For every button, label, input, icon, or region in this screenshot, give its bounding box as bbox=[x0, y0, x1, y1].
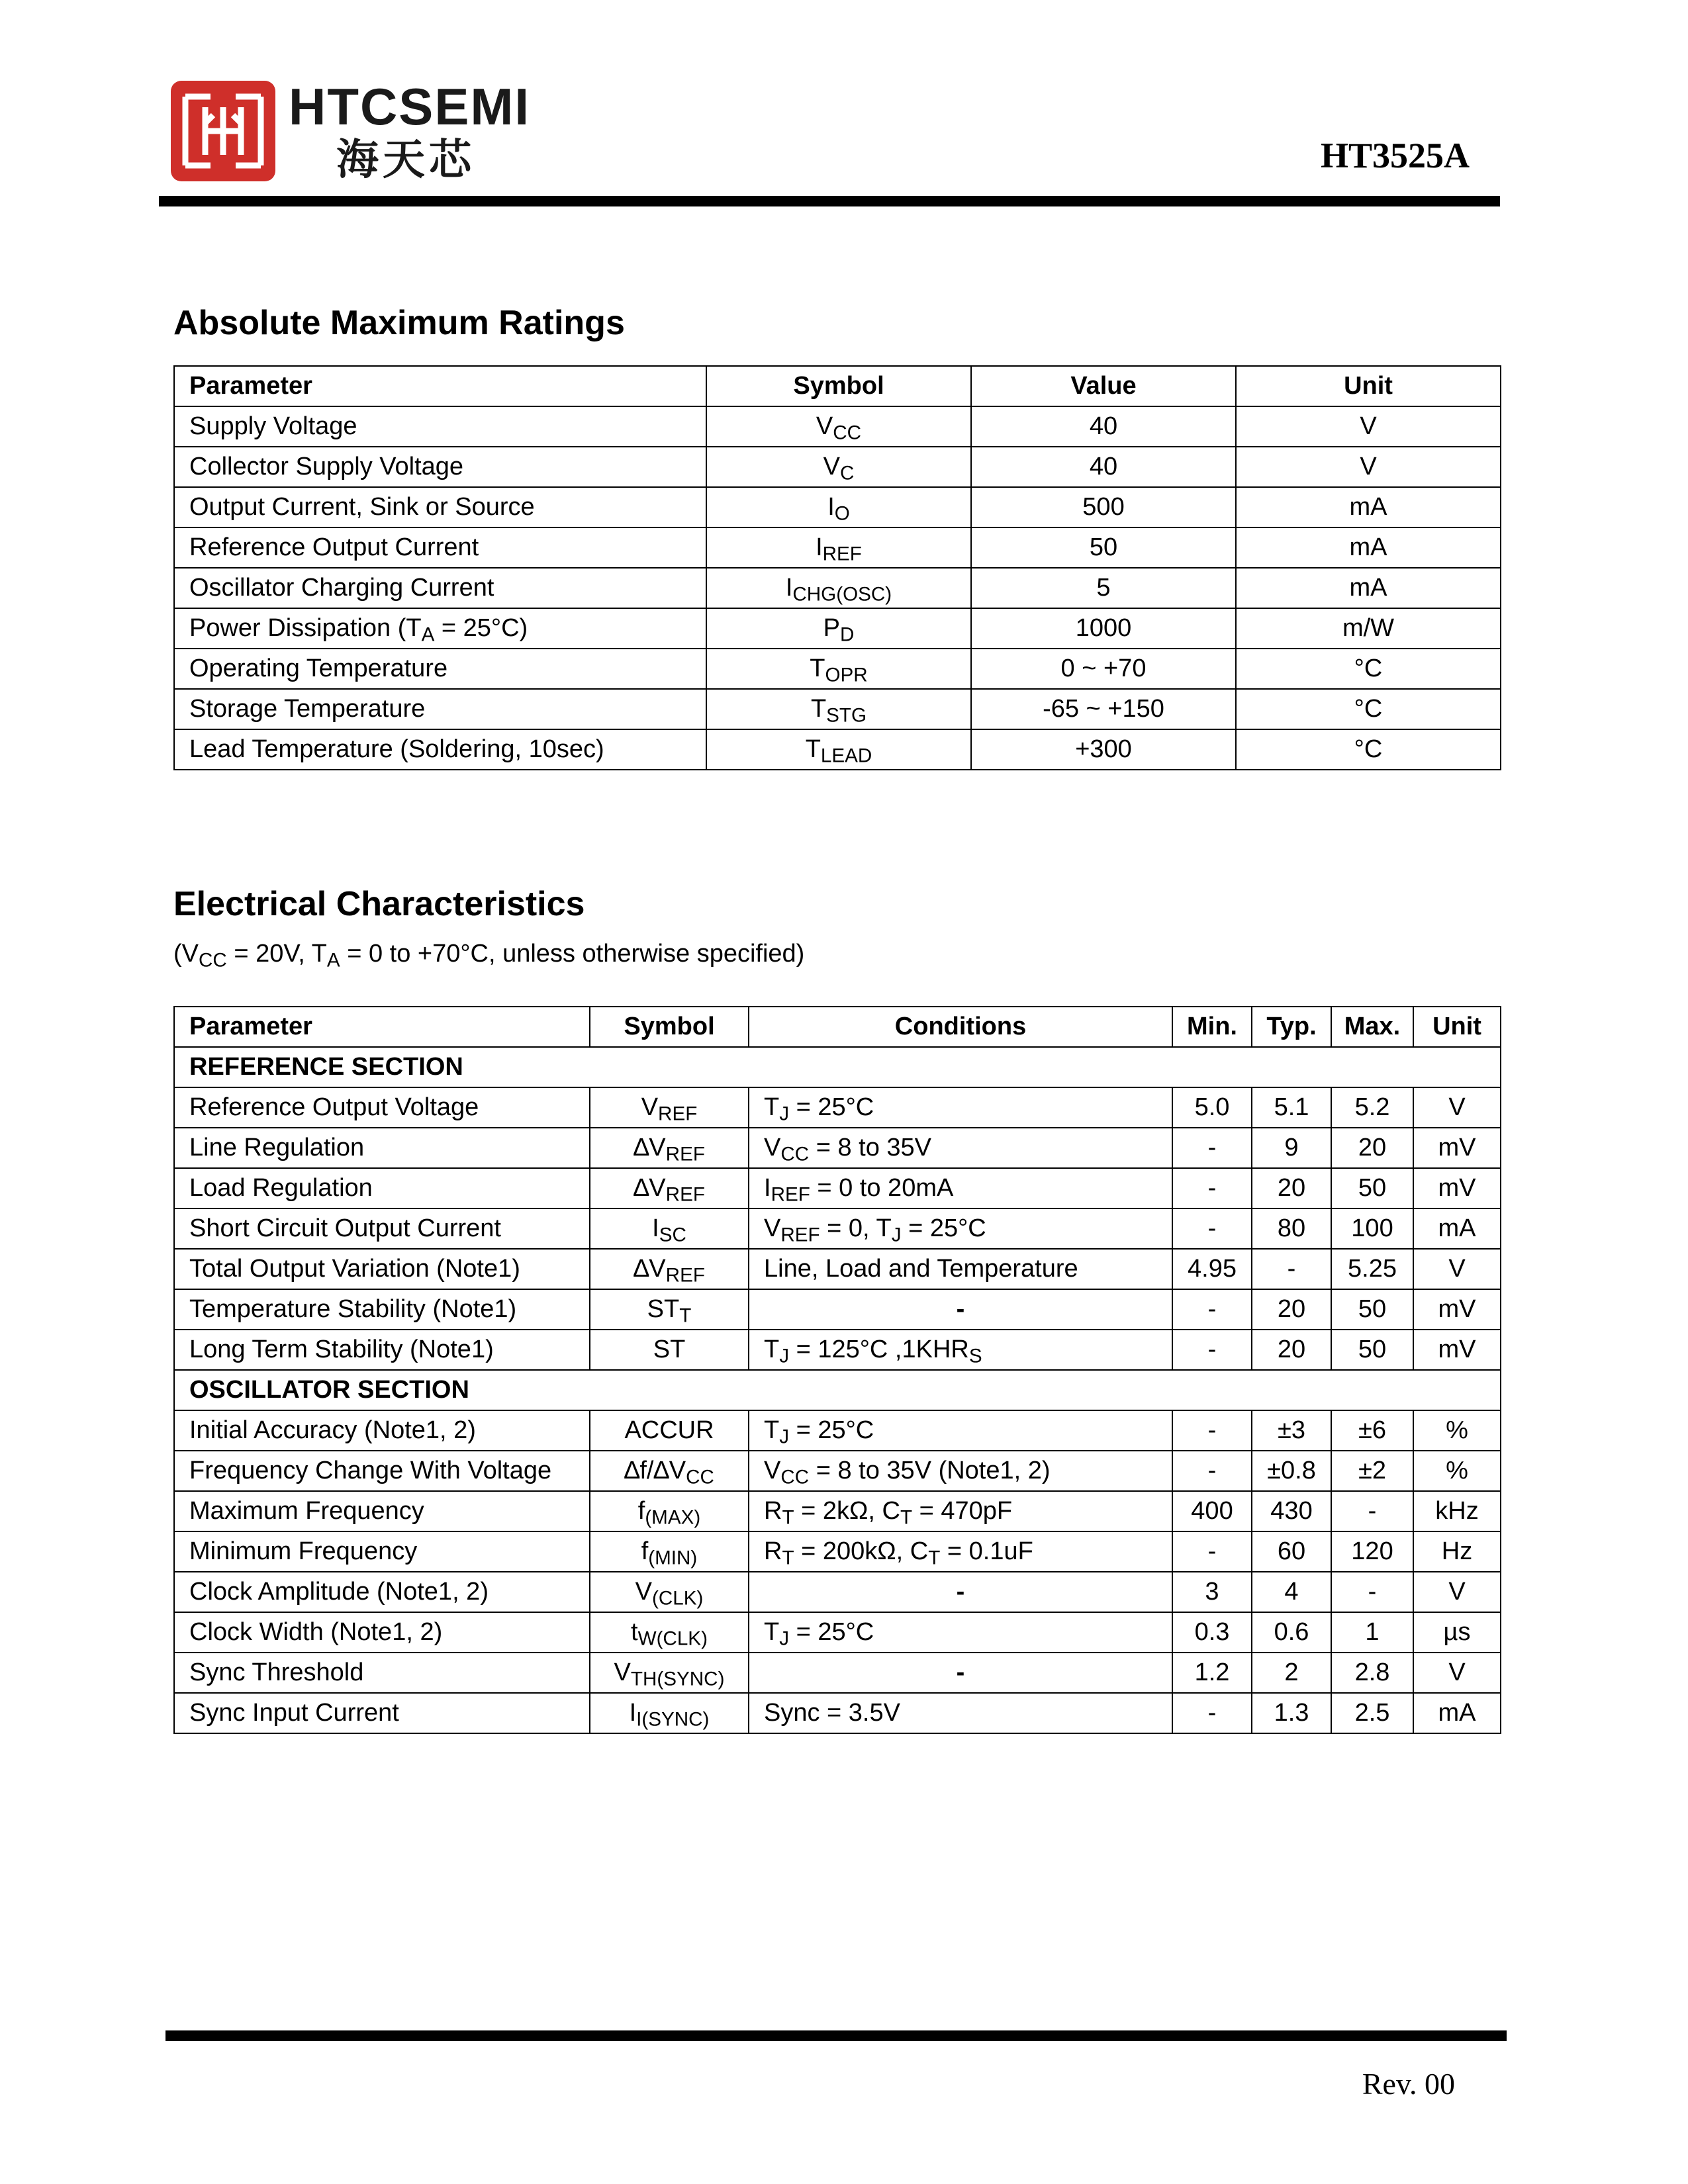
ec-parameter-cell: Sync Input Current bbox=[174, 1693, 590, 1733]
amr-value-cell: +300 bbox=[971, 729, 1236, 770]
symbol-text: ST bbox=[653, 1336, 686, 1363]
condition-text: = 25°C bbox=[789, 1093, 874, 1121]
amr-unit-cell: °C bbox=[1236, 729, 1501, 770]
amr-symbol-cell bbox=[706, 447, 971, 487]
symbol-text: I bbox=[827, 493, 835, 521]
ec-unit-cell: V bbox=[1413, 1087, 1501, 1128]
ec-typ-cell: 9 bbox=[1252, 1128, 1331, 1168]
table-row bbox=[174, 1693, 1501, 1733]
ec-max-cell: 50 bbox=[1331, 1168, 1413, 1208]
table-row bbox=[174, 1531, 1501, 1572]
ec-col-unit: Unit bbox=[1413, 1007, 1501, 1047]
ec-unit-cell: V bbox=[1413, 1653, 1501, 1693]
ec-title: Electrical Characteristics bbox=[173, 885, 585, 923]
table-row bbox=[174, 1612, 1501, 1653]
condition-text: T bbox=[764, 1618, 780, 1646]
ec-typ-cell: ±0.8 bbox=[1252, 1451, 1331, 1491]
table-row bbox=[174, 447, 1501, 487]
symbol-subscript: REF bbox=[658, 1103, 698, 1125]
ec-conditions-cell bbox=[749, 1531, 1172, 1572]
condition-subscript: REF bbox=[771, 1183, 810, 1206]
amr-unit-cell: °C bbox=[1236, 689, 1501, 729]
table-row bbox=[174, 1451, 1501, 1491]
condition-text: = 25°C bbox=[901, 1214, 986, 1242]
ec-conditions-cell: - bbox=[749, 1653, 1172, 1693]
condition-text: = 200kΩ, C bbox=[794, 1537, 929, 1565]
ec-parameter-cell: Temperature Stability (Note1) bbox=[174, 1289, 590, 1330]
ec-typ-cell: 430 bbox=[1252, 1491, 1331, 1531]
symbol-text: I bbox=[816, 533, 823, 561]
ec-unit-cell: mV bbox=[1413, 1168, 1501, 1208]
ec-typ-cell: 80 bbox=[1252, 1208, 1331, 1249]
table-row bbox=[174, 568, 1501, 608]
table-row bbox=[174, 406, 1501, 447]
ec-conditions-cell bbox=[749, 1128, 1172, 1168]
condition-text: I bbox=[764, 1174, 771, 1202]
parameter-text: Power Dissipation (T bbox=[189, 614, 422, 642]
amr-symbol-cell bbox=[706, 568, 971, 608]
table-row bbox=[174, 1168, 1501, 1208]
amr-col-parameter: Parameter bbox=[174, 366, 706, 406]
ec-col-typ: Typ. bbox=[1252, 1007, 1331, 1047]
parameter-text: Lead Temperature (Soldering, 10sec) bbox=[189, 735, 604, 763]
ec-max-cell: 50 bbox=[1331, 1330, 1413, 1370]
condition-text: = 25°C bbox=[789, 1416, 874, 1444]
symbol-text: I bbox=[629, 1699, 637, 1727]
symbol-text: ∆V bbox=[633, 1255, 666, 1283]
ec-parameter-cell: Sync Threshold bbox=[174, 1653, 590, 1693]
parameter-text: Operating Temperature bbox=[189, 655, 448, 682]
condition-subscript: J bbox=[779, 1627, 790, 1650]
ec-conditions-cell bbox=[749, 1330, 1172, 1370]
logo-chinese-wordmark: 海天芯 bbox=[336, 136, 475, 185]
condition-text: = 0.1uF bbox=[940, 1537, 1033, 1565]
ec-parameter-cell: Maximum Frequency bbox=[174, 1491, 590, 1531]
ec-typ-cell: 0.6 bbox=[1252, 1612, 1331, 1653]
amr-symbol-cell bbox=[706, 649, 971, 689]
ec-parameter-cell: Total Output Variation (Note1) bbox=[174, 1249, 590, 1289]
ec-min-cell: - bbox=[1172, 1531, 1252, 1572]
condition-text: = 125°C ,1KHR bbox=[789, 1336, 969, 1363]
ec-unit-cell: % bbox=[1413, 1451, 1501, 1491]
table-row bbox=[174, 649, 1501, 689]
ec-min-cell: - bbox=[1172, 1168, 1252, 1208]
amr-value-cell: 40 bbox=[971, 447, 1236, 487]
condition-subscript: J bbox=[891, 1224, 902, 1246]
ec-parameter-cell: Clock Amplitude (Note1, 2) bbox=[174, 1572, 590, 1612]
ec-col-symbol: Symbol bbox=[590, 1007, 749, 1047]
absolute-maximum-ratings-table bbox=[173, 365, 1501, 770]
symbol-subscript: REF bbox=[665, 1183, 705, 1206]
htc-logo-icon bbox=[171, 81, 275, 181]
ec-min-cell: - bbox=[1172, 1208, 1252, 1249]
table-row bbox=[174, 1208, 1501, 1249]
symbol-text: T bbox=[810, 655, 825, 682]
ec-max-cell: 120 bbox=[1331, 1531, 1413, 1572]
ec-unit-cell: kHz bbox=[1413, 1491, 1501, 1531]
condition-text: Sync = 3.5V bbox=[764, 1699, 900, 1727]
table-row bbox=[174, 1289, 1501, 1330]
symbol-subscript: CC bbox=[686, 1466, 714, 1488]
condition-text: T bbox=[764, 1093, 780, 1121]
ec-max-cell: ±2 bbox=[1331, 1451, 1413, 1491]
symbol-subscript: (CLK) bbox=[651, 1587, 704, 1610]
amr-parameter-cell bbox=[174, 729, 706, 770]
ec-conditions-cell bbox=[749, 1491, 1172, 1531]
symbol-text: I bbox=[652, 1214, 659, 1242]
ec-col-max: Max. bbox=[1331, 1007, 1413, 1047]
parameter-text: Oscillator Charging Current bbox=[189, 574, 494, 602]
section-heading: OSCILLATOR SECTION bbox=[174, 1370, 1501, 1410]
note-sub: A bbox=[326, 949, 340, 972]
ec-header-row bbox=[174, 1007, 1501, 1047]
ec-col-min: Min. bbox=[1172, 1007, 1252, 1047]
ec-symbol-cell bbox=[590, 1693, 749, 1733]
ec-typ-cell: ±3 bbox=[1252, 1410, 1331, 1451]
condition-text: V bbox=[764, 1214, 781, 1242]
amr-parameter-cell bbox=[174, 689, 706, 729]
ec-min-cell: 0.3 bbox=[1172, 1612, 1252, 1653]
ec-symbol-cell bbox=[590, 1249, 749, 1289]
symbol-subscript: W(CLK) bbox=[637, 1627, 708, 1650]
condition-subscript: J bbox=[779, 1103, 790, 1125]
parameter-text: Supply Voltage bbox=[189, 412, 357, 440]
section-heading: REFERENCE SECTION bbox=[174, 1047, 1501, 1087]
ec-symbol-cell bbox=[590, 1451, 749, 1491]
amr-col-symbol: Symbol bbox=[706, 366, 971, 406]
symbol-subscript: (MIN) bbox=[648, 1547, 698, 1569]
ec-typ-cell: 5.1 bbox=[1252, 1087, 1331, 1128]
condition-subscript: REF bbox=[780, 1224, 820, 1246]
ec-min-cell: - bbox=[1172, 1289, 1252, 1330]
note-part: (V bbox=[173, 940, 199, 968]
ec-min-cell: 4.95 bbox=[1172, 1249, 1252, 1289]
amr-col-value: Value bbox=[971, 366, 1236, 406]
symbol-subscript: (MAX) bbox=[645, 1506, 701, 1529]
ec-typ-cell: 4 bbox=[1252, 1572, 1331, 1612]
ec-parameter-cell: Line Regulation bbox=[174, 1128, 590, 1168]
ec-symbol-cell bbox=[590, 1653, 749, 1693]
amr-unit-cell: m/W bbox=[1236, 608, 1501, 649]
amr-value-cell: 1000 bbox=[971, 608, 1236, 649]
ec-max-cell: 50 bbox=[1331, 1289, 1413, 1330]
ec-col-parameter: Parameter bbox=[174, 1007, 590, 1047]
symbol-subscript: CHG(OSC) bbox=[792, 583, 892, 606]
condition-subscript: J bbox=[779, 1345, 790, 1367]
parameter-text: Storage Temperature bbox=[189, 695, 426, 723]
ec-max-cell: 100 bbox=[1331, 1208, 1413, 1249]
ec-parameter-cell: Minimum Frequency bbox=[174, 1531, 590, 1572]
symbol-text: V bbox=[641, 1093, 659, 1121]
condition-text: Line, Load and Temperature bbox=[764, 1255, 1078, 1283]
condition-text: = 8 to 35V bbox=[809, 1134, 932, 1161]
amr-parameter-cell bbox=[174, 568, 706, 608]
condition-text: V bbox=[764, 1134, 781, 1161]
symbol-subscript: I(SYNC) bbox=[636, 1708, 710, 1731]
condition-text: = 8 to 35V (Note1, 2) bbox=[809, 1457, 1051, 1484]
symbol-text: ∆V bbox=[633, 1134, 666, 1161]
table-row bbox=[174, 1410, 1501, 1451]
ec-symbol-cell bbox=[590, 1491, 749, 1531]
amr-symbol-cell bbox=[706, 406, 971, 447]
condition-text: = 2kΩ, C bbox=[794, 1497, 900, 1525]
amr-symbol-cell bbox=[706, 689, 971, 729]
amr-symbol-cell bbox=[706, 608, 971, 649]
part-number: HT3525A bbox=[1320, 136, 1470, 175]
amr-value-cell: 500 bbox=[971, 487, 1236, 527]
ec-parameter-cell: Load Regulation bbox=[174, 1168, 590, 1208]
ec-unit-cell: V bbox=[1413, 1572, 1501, 1612]
ec-min-cell: - bbox=[1172, 1330, 1252, 1370]
ec-typ-cell: 20 bbox=[1252, 1289, 1331, 1330]
condition-subscript: T bbox=[900, 1506, 913, 1529]
ec-max-cell: 5.25 bbox=[1331, 1249, 1413, 1289]
ec-min-cell: - bbox=[1172, 1451, 1252, 1491]
symbol-subscript: CC bbox=[833, 422, 862, 444]
table-row bbox=[174, 487, 1501, 527]
ec-typ-cell: 2 bbox=[1252, 1653, 1331, 1693]
ec-typ-cell: - bbox=[1252, 1249, 1331, 1289]
symbol-text: V bbox=[635, 1578, 652, 1606]
ec-unit-cell: V bbox=[1413, 1249, 1501, 1289]
ec-unit-cell: mV bbox=[1413, 1330, 1501, 1370]
ec-typ-cell: 20 bbox=[1252, 1168, 1331, 1208]
symbol-text: ∆V bbox=[633, 1174, 666, 1202]
amr-value-cell: 5 bbox=[971, 568, 1236, 608]
condition-text: = 0 to 20mA bbox=[810, 1174, 954, 1202]
condition-text: R bbox=[764, 1497, 782, 1525]
symbol-subscript: OPR bbox=[825, 664, 868, 686]
amr-parameter-cell bbox=[174, 608, 706, 649]
ec-parameter-cell: Frequency Change With Voltage bbox=[174, 1451, 590, 1491]
ec-max-cell: - bbox=[1331, 1572, 1413, 1612]
ec-max-cell: - bbox=[1331, 1491, 1413, 1531]
ec-max-cell: 1 bbox=[1331, 1612, 1413, 1653]
amr-unit-cell: mA bbox=[1236, 487, 1501, 527]
ec-typ-cell: 20 bbox=[1252, 1330, 1331, 1370]
ec-max-cell: 2.8 bbox=[1331, 1653, 1413, 1693]
ec-conditions-cell: - bbox=[749, 1572, 1172, 1612]
ec-max-cell: 20 bbox=[1331, 1128, 1413, 1168]
ec-unit-cell: mA bbox=[1413, 1693, 1501, 1733]
ec-parameter-cell: Clock Width (Note1, 2) bbox=[174, 1612, 590, 1653]
section-row bbox=[174, 1047, 1501, 1087]
ec-symbol-cell bbox=[590, 1128, 749, 1168]
ec-parameter-cell: Reference Output Voltage bbox=[174, 1087, 590, 1128]
table-row bbox=[174, 1572, 1501, 1612]
ec-col-conditions: Conditions bbox=[749, 1007, 1172, 1047]
ec-max-cell: 2.5 bbox=[1331, 1693, 1413, 1733]
ec-unit-cell: µs bbox=[1413, 1612, 1501, 1653]
symbol-subscript: O bbox=[834, 502, 850, 525]
ec-symbol-cell bbox=[590, 1612, 749, 1653]
symbol-subscript: LEAD bbox=[820, 745, 872, 767]
ec-conditions-cell bbox=[749, 1249, 1172, 1289]
ec-min-cell: - bbox=[1172, 1128, 1252, 1168]
condition-subscript: T bbox=[782, 1506, 794, 1529]
amr-unit-cell: V bbox=[1236, 406, 1501, 447]
ec-min-cell: 1.2 bbox=[1172, 1653, 1252, 1693]
condition-text: = 0, T bbox=[820, 1214, 892, 1242]
symbol-text: T bbox=[805, 735, 821, 763]
table-row bbox=[174, 527, 1501, 568]
ec-min-cell: 400 bbox=[1172, 1491, 1252, 1531]
table-row bbox=[174, 1087, 1501, 1128]
ec-symbol-cell bbox=[590, 1330, 749, 1370]
header-rule bbox=[159, 196, 1500, 206]
ec-min-cell: 3 bbox=[1172, 1572, 1252, 1612]
amr-parameter-cell bbox=[174, 527, 706, 568]
symbol-subscript: TH(SYNC) bbox=[630, 1668, 725, 1690]
ec-typ-cell: 60 bbox=[1252, 1531, 1331, 1572]
ec-symbol-cell bbox=[590, 1208, 749, 1249]
amr-symbol-cell bbox=[706, 729, 971, 770]
amr-unit-cell: mA bbox=[1236, 527, 1501, 568]
note-part: = 20V, T bbox=[226, 940, 327, 968]
ec-symbol-cell bbox=[590, 1168, 749, 1208]
ec-conditions-cell: - bbox=[749, 1289, 1172, 1330]
amr-unit-cell: mA bbox=[1236, 568, 1501, 608]
amr-unit-cell: V bbox=[1236, 447, 1501, 487]
ec-symbol-cell bbox=[590, 1410, 749, 1451]
parameter-subscript: A bbox=[421, 623, 435, 646]
table-row bbox=[174, 689, 1501, 729]
ec-symbol-cell bbox=[590, 1531, 749, 1572]
ec-typ-cell: 1.3 bbox=[1252, 1693, 1331, 1733]
ec-conditions-cell bbox=[749, 1208, 1172, 1249]
amr-symbol-cell bbox=[706, 527, 971, 568]
amr-parameter-cell bbox=[174, 447, 706, 487]
ec-max-cell: 5.2 bbox=[1331, 1087, 1413, 1128]
condition-subscript: CC bbox=[780, 1143, 810, 1165]
ec-min-cell: - bbox=[1172, 1693, 1252, 1733]
symbol-subscript: STG bbox=[826, 704, 867, 727]
ec-conditions-note bbox=[173, 940, 805, 972]
parameter-text: Reference Output Current bbox=[189, 533, 479, 561]
symbol-text: ST bbox=[647, 1295, 680, 1323]
parameter-tail: = 25°C) bbox=[434, 614, 528, 642]
condition-subscript: CC bbox=[780, 1466, 810, 1488]
footer-rule bbox=[165, 2030, 1507, 2041]
ec-unit-cell: mA bbox=[1413, 1208, 1501, 1249]
symbol-text: f bbox=[641, 1537, 649, 1565]
condition-text: = 25°C bbox=[789, 1618, 874, 1646]
symbol-text: V bbox=[614, 1659, 631, 1686]
symbol-text: ∆f/∆V bbox=[624, 1457, 686, 1484]
amr-title: Absolute Maximum Ratings bbox=[173, 304, 625, 342]
amr-col-unit: Unit bbox=[1236, 366, 1501, 406]
table-row bbox=[174, 1249, 1501, 1289]
symbol-subscript: D bbox=[839, 623, 855, 646]
amr-value-cell: 40 bbox=[971, 406, 1236, 447]
table-row bbox=[174, 1653, 1501, 1693]
ec-min-cell: - bbox=[1172, 1410, 1252, 1451]
condition-subscript: T bbox=[928, 1547, 941, 1569]
amr-header-row bbox=[174, 366, 1501, 406]
symbol-text: t bbox=[631, 1618, 638, 1646]
condition-text: V bbox=[764, 1457, 781, 1484]
ec-conditions-cell bbox=[749, 1693, 1172, 1733]
ec-max-cell: ±6 bbox=[1331, 1410, 1413, 1451]
symbol-text: f bbox=[637, 1497, 645, 1525]
amr-parameter-cell bbox=[174, 406, 706, 447]
note-part: = 0 to +70°C, unless otherwise specified) bbox=[340, 940, 805, 968]
condition-subscript: J bbox=[779, 1426, 790, 1448]
condition-text: T bbox=[764, 1416, 780, 1444]
ec-unit-cell: mV bbox=[1413, 1128, 1501, 1168]
table-row bbox=[174, 729, 1501, 770]
symbol-subscript: REF bbox=[665, 1143, 705, 1165]
parameter-text: Collector Supply Voltage bbox=[189, 453, 464, 480]
ec-parameter-cell: Initial Accuracy (Note1, 2) bbox=[174, 1410, 590, 1451]
condition-text: = 470pF bbox=[912, 1497, 1013, 1525]
symbol-subscript: T bbox=[679, 1304, 692, 1327]
ec-conditions-cell bbox=[749, 1168, 1172, 1208]
section-row bbox=[174, 1370, 1501, 1410]
ec-conditions-cell bbox=[749, 1451, 1172, 1491]
condition-subscript: S bbox=[968, 1345, 982, 1367]
symbol-subscript: REF bbox=[822, 543, 862, 565]
amr-parameter-cell bbox=[174, 487, 706, 527]
ec-unit-cell: mV bbox=[1413, 1289, 1501, 1330]
logo-wordmark: HTCSEMI bbox=[289, 77, 530, 136]
amr-parameter-cell bbox=[174, 649, 706, 689]
ec-conditions-cell bbox=[749, 1087, 1172, 1128]
symbol-subscript: SC bbox=[659, 1224, 686, 1246]
amr-unit-cell: °C bbox=[1236, 649, 1501, 689]
ec-unit-cell: % bbox=[1413, 1410, 1501, 1451]
note-sub: CC bbox=[199, 949, 227, 972]
parameter-text: Output Current, Sink or Source bbox=[189, 493, 535, 521]
ec-min-cell: 5.0 bbox=[1172, 1087, 1252, 1128]
ec-symbol-cell bbox=[590, 1289, 749, 1330]
symbol-text: ACCUR bbox=[624, 1416, 714, 1444]
amr-value-cell: -65 ~ +150 bbox=[971, 689, 1236, 729]
ec-conditions-cell bbox=[749, 1410, 1172, 1451]
ec-symbol-cell bbox=[590, 1087, 749, 1128]
symbol-text: I bbox=[785, 574, 793, 602]
condition-text: T bbox=[764, 1336, 780, 1363]
ec-conditions-cell bbox=[749, 1612, 1172, 1653]
symbol-subscript: REF bbox=[665, 1264, 705, 1287]
ec-unit-cell: Hz bbox=[1413, 1531, 1501, 1572]
table-row bbox=[174, 1128, 1501, 1168]
symbol-subscript: C bbox=[839, 462, 855, 484]
symbol-text: V bbox=[823, 453, 840, 480]
symbol-text: P bbox=[823, 614, 840, 642]
condition-text: R bbox=[764, 1537, 782, 1565]
table-row bbox=[174, 608, 1501, 649]
company-logo-mark bbox=[171, 81, 275, 181]
electrical-characteristics-table bbox=[173, 1006, 1501, 1734]
amr-value-cell: 50 bbox=[971, 527, 1236, 568]
symbol-text: T bbox=[810, 695, 827, 723]
condition-subscript: T bbox=[782, 1547, 794, 1569]
ec-symbol-cell bbox=[590, 1572, 749, 1612]
amr-value-cell: 0 ~ +70 bbox=[971, 649, 1236, 689]
table-row bbox=[174, 1491, 1501, 1531]
symbol-text: V bbox=[816, 412, 833, 440]
ec-parameter-cell: Long Term Stability (Note1) bbox=[174, 1330, 590, 1370]
ec-parameter-cell: Short Circuit Output Current bbox=[174, 1208, 590, 1249]
table-row bbox=[174, 1330, 1501, 1370]
amr-symbol-cell bbox=[706, 487, 971, 527]
revision-label: Rev. 00 bbox=[1362, 2067, 1455, 2101]
